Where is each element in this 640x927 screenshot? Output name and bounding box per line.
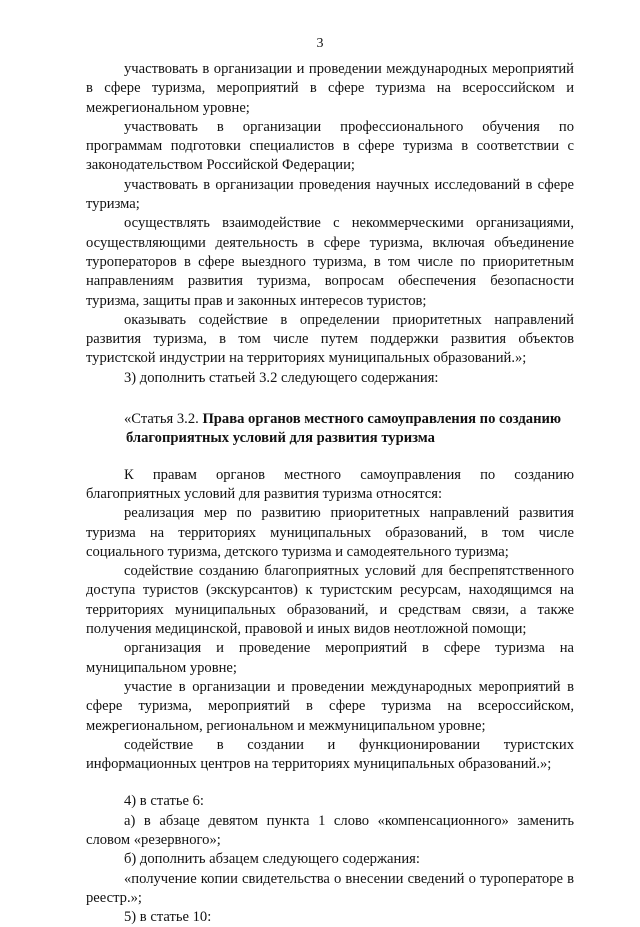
paragraph: участвовать в организации профессионального обучения по программам подготовки специалистов в сфере туризма в соответствии с законодательством Российской Федерации; <box>86 118 574 174</box>
paragraph: участвовать в организации и проведении международных мероприятий в сфере туризма, мероприятий в сфере туризма на всероссийском и межрегиональном уровне; <box>86 61 574 116</box>
paragraph: б) дополнить абзацем следующего содержания: <box>124 851 420 868</box>
paragraph: К правам органов местного самоуправления по созданию благоприятных условий для развития туризма относятся: <box>86 466 574 502</box>
paragraph: 4) в статье 6: <box>124 793 204 810</box>
paragraph: содействие созданию благоприятных условий для беспрепятственного доступа туристов (экскурсантов) к туристским ресурсам, находящимся на территориях муниципальных образований, и средствам связи, а также получения медицинской, правовой и иных видов неотложной помощи; <box>86 563 574 638</box>
paragraph: содействие в создании и функционировании туристских информационных центров на территориях муниципальных образований.»; <box>86 736 574 773</box>
paragraph: «получение копии свидетельства о внесении сведений о туроператоре в реестр.»; <box>86 870 574 906</box>
paragraph: оказывать содействие в определении приоритетных направлений развития туризма, в том числе путем поддержки развития объектов туристской индустрии на территориях муниципальных образований.»; <box>86 311 574 367</box>
article-heading <box>86 410 574 449</box>
article-title-line2: благоприятных условий для развития туризма <box>126 430 435 447</box>
page-number: 3 <box>316 36 324 51</box>
paragraph: 3) дополнить статьей 3.2 следующего содержания: <box>124 369 439 386</box>
spacer <box>86 388 574 410</box>
paragraph: 5) в статье 10: <box>124 909 212 926</box>
paragraph: реализация мер по развитию приоритетных направлений развития туризма на территориях муниципальных образований, в том числе социального туризма, детского туризма и самодеятельного туризма; <box>86 505 574 560</box>
paragraph: осуществлять взаимодействие с некоммерческими организациями, осуществляющими деятельность в сфере туризма, включая объединение туроператоров в сфере выездного туризма, в том числе по приоритетным направлениям развития туризма, вопросам обеспечения безопасности туризма, защиты прав и законных интересов туристов; <box>86 215 574 309</box>
article-number: «Статья 3.2. <box>124 411 199 428</box>
paragraph: а) в абзаце девятом пункта 1 слово «компенсационного» заменить словом «резервного»; <box>86 812 574 848</box>
paragraph: участвовать в организации проведения научных исследований в сфере туризма; <box>86 176 574 213</box>
spacer <box>86 774 574 792</box>
document-body <box>86 60 574 927</box>
paragraph: участие в организации и проведении международных мероприятий в сфере туризма, мероприятий в сфере туризма на всероссийском, межрегиональном, региональном и межмуниципальном уровне; <box>86 678 574 734</box>
paragraph: организация и проведение мероприятий в сфере туризма на муниципальном уровне; <box>86 640 574 676</box>
spacer <box>86 449 574 466</box>
article-title-line1: Права органов местного самоуправления по созданию <box>202 411 562 428</box>
